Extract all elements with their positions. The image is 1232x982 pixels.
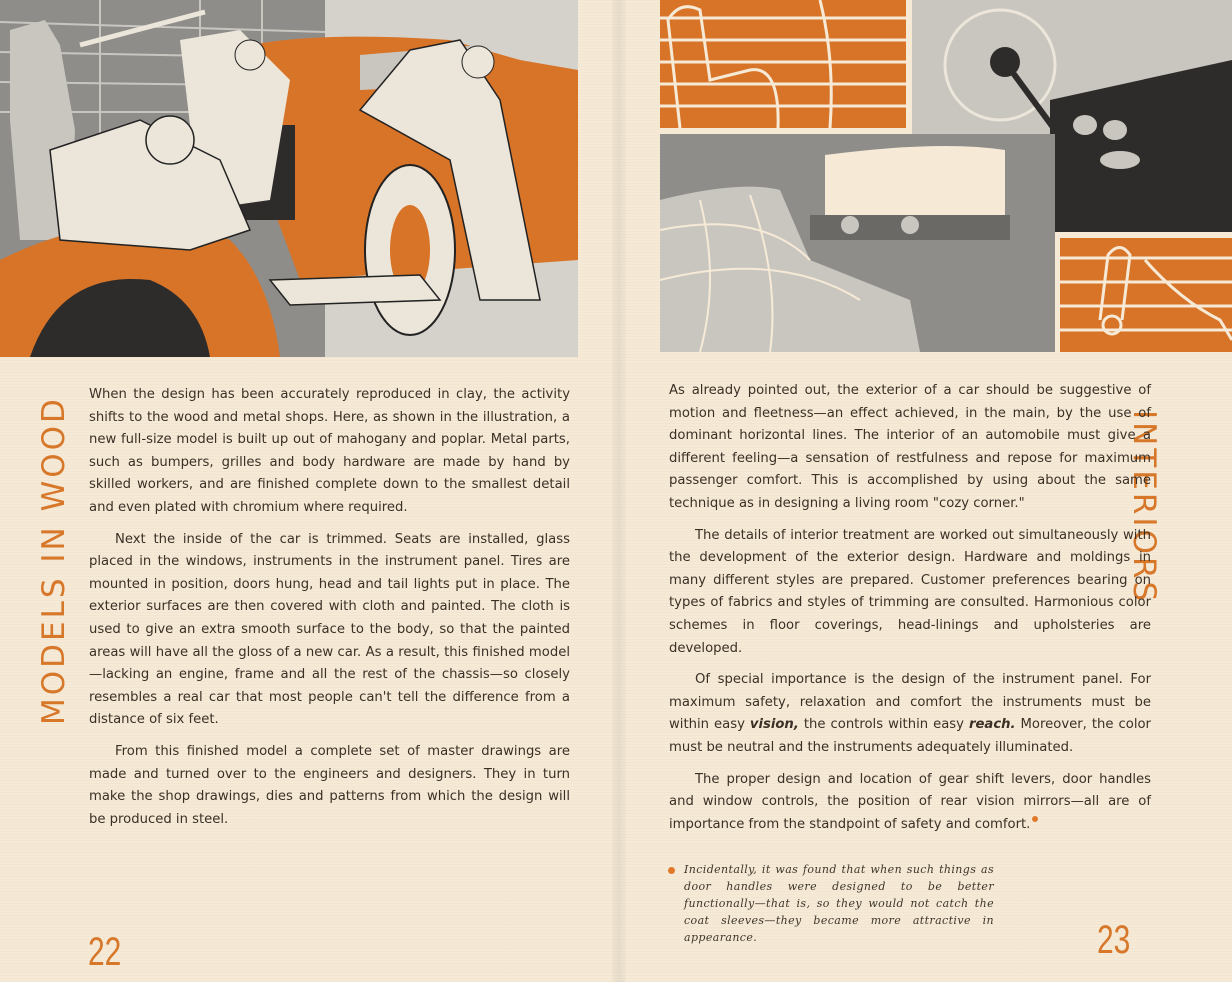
footnote-marker-icon (1032, 816, 1038, 822)
page-number-22: 22 (88, 930, 122, 974)
paragraph: Next the inside of the car is trimmed. Seats are installed, glass placed in the windows, instruments in the instrument panel. Tires are mounted in position, doors hung, head and tail lights put in place. The exterior surfaces are then covered with cloth and painted. The cloth is used to give an extra smooth surface to the body, so that the painted areas will have all the gloss of a new car. As a result, this finished model—lacking an engine, frame and all the rest of the chassis—so closely resembles a real car that most people can't tell the difference from a distance of six feet. (89, 531, 570, 728)
left-body-text (89, 384, 570, 840)
paragraph-instrument-panel: Of special importance is the design of the instrument panel. For maximum safety, relaxation and comfort the instruments must be within easy vision, the controls within easy reach. Moreover, the color must be neutral and the instruments adequately illuminated. (669, 672, 1151, 755)
left-page (0, 0, 612, 982)
wood-model-illustration (0, 0, 578, 357)
emphasis-vision: vision, (749, 717, 799, 733)
paragraph: From this finished model a complete set of master drawings are made and turned over to the engineers and designers. They in turn make the shop drawings, dies and patterns from which the design will be produced in steel. (89, 743, 570, 827)
page-gutter (612, 0, 626, 982)
emphasis-reach: reach. (968, 717, 1016, 733)
paragraph: The details of interior treatment are worked out simultaneously with the development of the exterior design. Hardware and moldings in many different styles are prepared. Customer preferences bearing on types of fabrics and styles of trimming are consulted. Harmonious color schemes in floor coverings, head-linings and upholsteries are developed. (669, 527, 1151, 656)
interiors-collage-illustration (660, 0, 1232, 352)
bullet-dot-icon (668, 867, 675, 874)
footnote: Incidentally, it was found that when such things as door handles were designed to be better functionally—that is, so they would not catch the coat sleeves—they became more attractive in appearance. (664, 861, 994, 946)
page-number-23: 23 (1097, 918, 1131, 962)
section-title-interiors: INTERIORS (1126, 410, 1162, 605)
section-title-models-in-wood: MODELS IN WOOD (36, 396, 72, 725)
right-body-text (669, 380, 1151, 845)
right-page (626, 0, 1232, 982)
paragraph: The proper design and location of gear shift levers, door handles and window controls, the position of rear vision mirrors—all are of importance from the standpoint of safety and comfort. (669, 771, 1151, 832)
paragraph: As already pointed out, the exterior of a car should be suggestive of motion and fleetness—an effect achieved, in the main, by the use of dominant horizontal lines. The interior of an automobile must give a different feeling—a sensation of restfulness and repose for maximum passenger comfort. This is accomplished by using about the same technique as in designing a living room "cozy corner." (669, 383, 1151, 511)
paragraph: When the design has been accurately reproduced in clay, the activity shifts to the wood and metal shops. Here, as shown in the illustration, a new full-size model is built up out of mahogany and poplar. Metal parts, such as bumpers, grilles and body hardware are made by hand by skilled workers, and are finished complete down to the smallest detail and even plated with chromium where required. (89, 387, 570, 515)
